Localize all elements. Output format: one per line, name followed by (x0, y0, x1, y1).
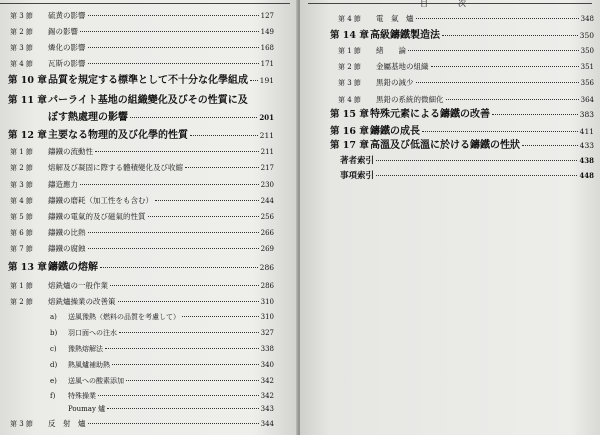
dot-leader (182, 316, 259, 317)
dot-leader (118, 301, 259, 302)
subentry-title: 熱風爐補助熱 (68, 361, 110, 369)
subentry-page: 340 (260, 361, 274, 369)
entry-number: 第 3 節 (338, 79, 361, 87)
dot-leader (95, 151, 259, 152)
chapter-title: 高溫及び低溫に於ける鑄鐵の性狀 (370, 140, 520, 151)
entry-number: 第 1 節 (10, 282, 33, 290)
toc-entry (10, 44, 274, 52)
entry-page: 168 (260, 44, 274, 52)
dot-leader (80, 31, 259, 32)
entry-page: 310 (260, 298, 274, 306)
toc-entry (338, 63, 594, 71)
dot-leader (431, 66, 579, 67)
subentry-label: f) (50, 392, 56, 400)
dot-leader (112, 364, 259, 365)
dot-leader (98, 395, 259, 396)
toc-entry (338, 15, 594, 23)
entry-page: 127 (260, 12, 274, 20)
entry-number: 第 6 節 (10, 229, 33, 237)
toc-chapter (330, 110, 594, 120)
entry-page: 286 (260, 282, 274, 290)
entry-title: 鑄鐵の電氣的及び磁氣的性質 (48, 212, 146, 221)
toc-chapter-continuation (48, 113, 274, 123)
entry-title: 黒鉛の減少 (376, 78, 414, 87)
entry-title: 燐化の影響 (48, 43, 86, 52)
chapter-title: 高級鑄鐵製造法 (370, 30, 440, 41)
entry-number: 第 4 節 (338, 15, 361, 23)
toc-entry (338, 47, 594, 55)
entry-title: 熔解及び凝固に際する體積變化及び收縮 (48, 163, 183, 172)
toc-index-entry (340, 172, 594, 181)
toc-subentry (50, 314, 274, 321)
entry-page: 266 (260, 229, 274, 237)
chapter-title: 特殊元素による鑄鐵の改善 (370, 109, 490, 120)
subentry-title: 送風への酸素添加 (68, 377, 124, 385)
entry-title: 錫の影響 (48, 27, 78, 36)
toc-subentry (50, 346, 274, 353)
toc-entry (10, 282, 274, 290)
subentry-label: b) (50, 329, 58, 337)
subentry-title: 豫熱熔解法 (68, 345, 103, 353)
dot-leader (416, 82, 579, 83)
chapter-page: 286 (259, 263, 274, 272)
index-title: 事項索引 (340, 171, 375, 181)
entry-number: 第 3 節 (10, 12, 33, 20)
subentry-page: 342 (260, 392, 274, 400)
entry-number: 第 2 節 (10, 28, 33, 36)
entry-title: 反 射 爐 (48, 419, 86, 428)
toc-chapter (330, 127, 594, 137)
dot-leader (110, 285, 259, 286)
toc-subentry (50, 330, 274, 337)
dot-leader (185, 167, 259, 168)
toc-entry (10, 420, 274, 428)
subentry-page: 327 (260, 329, 274, 337)
chapter-title: 品質を規定する標準として不十分な化學組成 (48, 75, 248, 86)
entry-title: 熔銑爐の一般作業 (48, 281, 108, 290)
entry-page: 244 (260, 197, 274, 205)
chapter-title: 鑄鐵の成長 (370, 126, 420, 137)
dot-leader (119, 332, 259, 333)
subentry-label: e) (50, 377, 57, 385)
entry-page: 217 (260, 164, 274, 172)
left-page (0, 0, 298, 435)
chapter-number: 第 16 章 (330, 126, 369, 137)
toc-entry (10, 164, 274, 172)
dot-leader (376, 175, 577, 176)
entry-page: 230 (260, 181, 274, 189)
chapter-number: 第 14 章 (330, 30, 369, 41)
dot-leader (250, 80, 258, 81)
toc-entry (338, 79, 594, 87)
dot-leader (88, 423, 259, 424)
chapter-page: 383 (579, 110, 594, 119)
toc-entry (338, 96, 594, 104)
entry-title: 鑄鐵の腐蝕 (48, 244, 86, 253)
dot-leader (100, 267, 258, 268)
entry-number: 第 3 節 (10, 44, 33, 52)
entry-page: 269 (260, 245, 274, 253)
dot-leader (88, 248, 259, 249)
dot-leader (88, 15, 259, 16)
chapter-number: 第 17 章 (330, 140, 369, 151)
toc-entry (10, 298, 274, 306)
toc-entry (10, 60, 274, 68)
toc-subentry (68, 406, 274, 413)
dot-leader (522, 145, 578, 146)
dot-leader (148, 216, 259, 217)
dot-leader (130, 117, 257, 118)
toc-entry (10, 28, 274, 36)
index-page: 448 (579, 171, 594, 180)
chapter-title: 鑄鐵の熔解 (48, 262, 98, 273)
entry-page: 211 (260, 148, 274, 156)
entry-title: 瓦斯の影響 (48, 59, 86, 68)
subentry-label: d) (50, 361, 58, 369)
toc-subentry (50, 378, 274, 385)
toc-chapter (330, 31, 594, 41)
entry-number: 第 2 節 (10, 298, 33, 306)
entry-page: 256 (260, 213, 274, 221)
entry-number: 第 7 節 (10, 245, 33, 253)
toc-chapter (8, 96, 274, 106)
entry-number: 第 2 節 (10, 164, 33, 172)
entry-page: 351 (580, 63, 594, 71)
dot-leader (190, 135, 258, 136)
entry-page: 364 (580, 96, 594, 104)
entry-page: 350 (580, 47, 594, 55)
chapter-page: 191 (259, 76, 274, 85)
entry-title: 電 氣 爐 (376, 14, 414, 23)
entry-title: 鑄造應力 (48, 180, 78, 189)
entry-title: 黒鉛の系統的微細化 (376, 95, 444, 104)
entry-number: 第 3 節 (10, 420, 33, 428)
dot-leader (442, 35, 578, 36)
dot-leader (155, 200, 259, 201)
entry-title: 硫黄の影響 (48, 11, 86, 20)
subentry-title: 特殊操業 (68, 392, 96, 400)
subentry-page: 342 (260, 377, 274, 385)
right-page (300, 0, 600, 435)
toc-chapter (8, 76, 274, 86)
subentry-page: 338 (260, 345, 274, 353)
entry-title: 熔銑爐操業の改善策 (48, 297, 116, 306)
dot-leader (88, 47, 259, 48)
entry-number: 第 1 節 (338, 47, 361, 55)
toc-entry (10, 148, 274, 156)
toc-entry (10, 12, 274, 20)
subentry-title: 送風豫熱（燃料の品質を考慮して） (68, 313, 180, 321)
dot-leader (376, 160, 577, 161)
index-title: 著者索引 (340, 156, 375, 166)
dot-leader (446, 99, 579, 100)
entry-number: 第 4 節 (338, 96, 361, 104)
dot-leader (126, 380, 259, 381)
toc-entry (10, 213, 274, 221)
entry-number: 第 1 節 (10, 148, 33, 156)
toc-entry (10, 229, 274, 237)
chapter-page: 433 (579, 141, 594, 150)
dot-leader (408, 50, 579, 51)
toc-subentry (50, 362, 274, 369)
dot-leader (416, 18, 579, 19)
left-top-rule (0, 3, 290, 4)
chapter-number: 第 11 章 (8, 95, 47, 106)
entry-number: 第 2 節 (338, 63, 361, 71)
toc-subentry (50, 393, 274, 400)
entry-number: 第 3 節 (10, 181, 33, 189)
entry-page: 356 (580, 79, 594, 87)
chapter-page: 411 (579, 127, 594, 136)
chapter-number: 第 15 章 (330, 109, 369, 120)
chapter-title-continued: ぼす熱處理の影響 (48, 112, 128, 123)
entry-title: 鑄鐵の流動性 (48, 147, 93, 156)
entry-number: 第 5 節 (10, 213, 33, 221)
chapter-number: 第 10 章 (8, 75, 47, 86)
chapter-number: 第 12 章 (8, 130, 47, 141)
chapter-page: 211 (259, 131, 274, 140)
chapter-page: 201 (259, 113, 274, 122)
dot-leader (107, 408, 258, 409)
running-header: 目次 (420, 0, 496, 8)
entry-title: 鑄鐵の磨耗（加工性をも含む） (48, 196, 153, 205)
subentry-label: a) (50, 313, 57, 321)
chapter-title: パーライト基地の組織變化及びその性質に及 (48, 95, 248, 106)
toc-index-entry (340, 157, 594, 166)
entry-page: 344 (260, 420, 274, 428)
toc-chapter (8, 263, 274, 273)
dot-leader (105, 348, 259, 349)
subentry-title: 羽口面への注水 (68, 329, 117, 337)
dot-leader (422, 131, 578, 132)
subentry-title: Poumay 爐 (68, 405, 106, 413)
chapter-title: 主要なる物理的及び化學的性質 (48, 130, 188, 141)
dot-leader (492, 114, 578, 115)
chapter-number: 第 13 章 (8, 262, 47, 273)
entry-number: 第 4 節 (10, 197, 33, 205)
toc-chapter (8, 131, 274, 141)
toc-entry (10, 181, 274, 189)
toc-entry (10, 245, 274, 253)
entry-title: 鑄鐵の比熱 (48, 228, 86, 237)
toc-chapter (330, 141, 594, 151)
entry-title: 金屬基地の組織 (376, 62, 429, 71)
dot-leader (80, 184, 259, 185)
entry-page: 348 (580, 15, 594, 23)
subentry-page: 310 (260, 313, 274, 321)
entry-number: 第 4 節 (10, 60, 33, 68)
dot-leader (88, 232, 259, 233)
index-page: 438 (579, 156, 594, 165)
entry-page: 149 (260, 28, 274, 36)
toc-entry (10, 197, 274, 205)
subentry-page: 343 (260, 405, 274, 413)
subentry-label: c) (50, 345, 57, 353)
chapter-page: 350 (579, 31, 594, 40)
dot-leader (88, 63, 259, 64)
entry-page: 171 (260, 60, 274, 68)
entry-title: 緒 論 (376, 46, 406, 55)
